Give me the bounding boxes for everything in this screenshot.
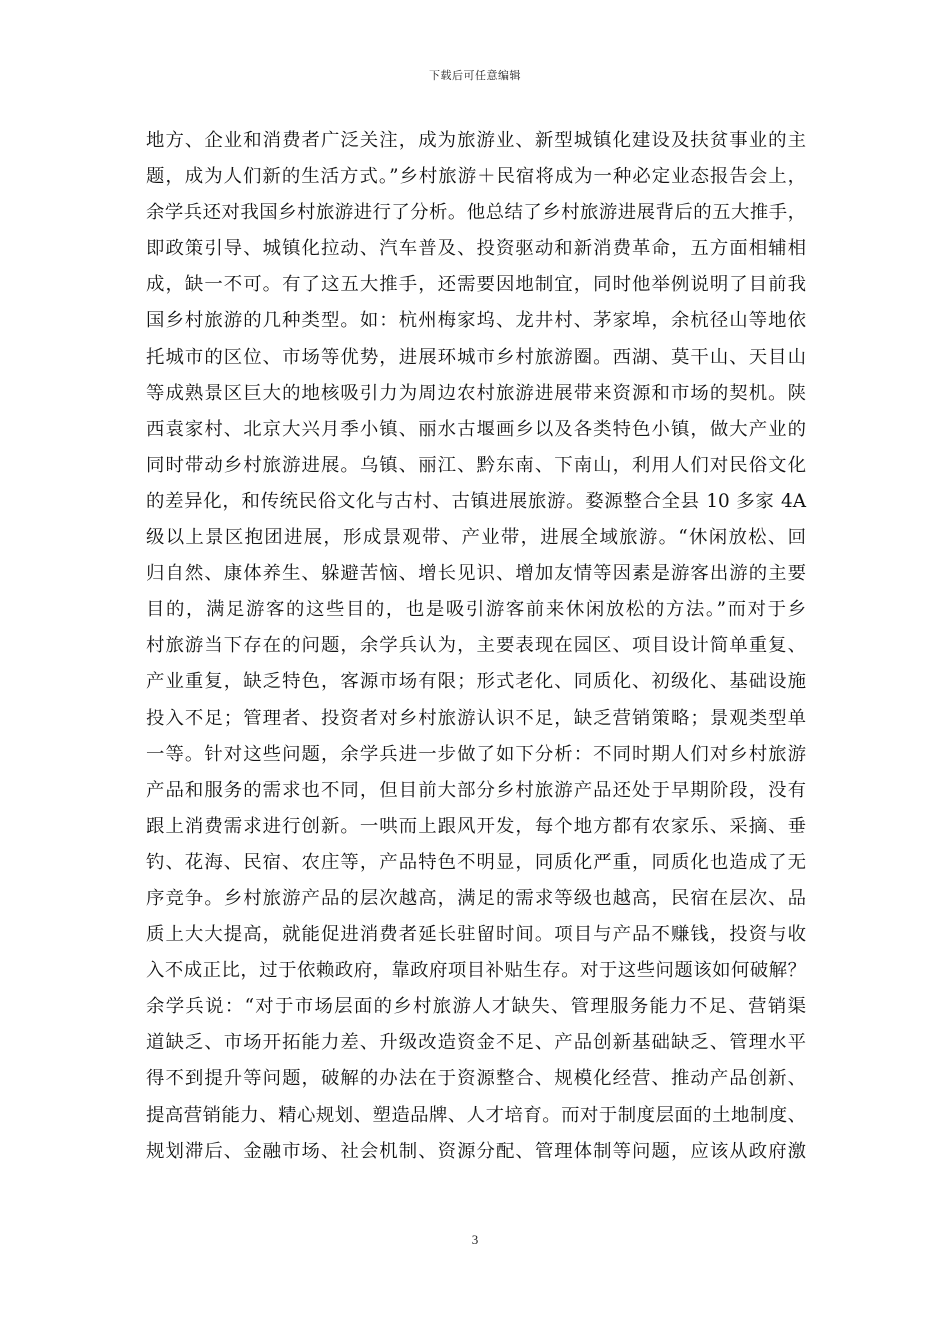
text-line: 投入不足；管理者、投资者对乡村旅游认识不足，缺乏营销策略；景观类型单 <box>146 707 806 729</box>
text-line: 托城市的区位、市场等优势，进展环城市乡村旅游圈。西湖、莫干山、天目山 <box>146 346 806 368</box>
text-line: 国乡村旅游的几种类型。如：杭州梅家坞、龙井村、茅家埠，余杭径山等地依 <box>146 310 806 332</box>
text-line: 西袁家村、北京大兴月季小镇、丽水古堰画乡以及各类特色小镇，做大产业的 <box>146 418 806 440</box>
text-line: 入不成正比，过于依赖政府，靠政府项目补贴生存。对于这些问题该如何破解？ <box>146 960 806 982</box>
text-line: 产品和服务的需求也不同，但目前大部分乡村旅游产品还处于早期阶段，没有 <box>146 779 806 801</box>
text-line: 的差异化，和传统民俗文化与古村、古镇进展旅游。婺源整合全县 10 多家 4A <box>146 490 806 512</box>
text-line: 提高营销能力、精心规划、塑造品牌、人才培育。而对于制度层面的土地制度、 <box>146 1104 806 1126</box>
text-line: 等成熟景区巨大的地核吸引力为周边农村旅游进展带来资源和市场的契机。陕 <box>146 382 806 404</box>
text-line: 题，成为人们新的生活方式。”乡村旅游＋民宿将成为一种必定业态报告会上， <box>146 166 806 188</box>
text-line: 余学兵说：“对于市场层面的乡村旅游人才缺失、管理服务能力不足、营销渠 <box>146 996 806 1018</box>
text-line: 跟上消费需求进行创新。一哄而上跟风开发，每个地方都有农家乐、采摘、垂 <box>146 815 806 837</box>
text-line: 规划滞后、金融市场、社会机制、资源分配、管理体制等问题，应该从政府激 <box>146 1140 806 1162</box>
text-line: 归自然、康体养生、躲避苦恼、增长见识、增加友情等因素是游客出游的主要 <box>146 563 806 585</box>
text-line: 级以上景区抱团进展，形成景观带、产业带，进展全域旅游。“休闲放松、回 <box>146 527 806 549</box>
text-line: 成，缺一不可。有了这五大推手，还需要因地制宜，同时他举例说明了目前我 <box>146 274 806 296</box>
page-header: 下载后可任意编辑 <box>429 69 521 82</box>
text-line: 一等。针对这些问题，余学兵进一步做了如下分析：不同时期人们对乡村旅游 <box>146 743 806 765</box>
text-line: 道缺乏、市场开拓能力差、升级改造资金不足、产品创新基础缺乏、管理水平 <box>146 1032 806 1054</box>
text-line: 即政策引导、城镇化拉动、汽车普及、投资驱动和新消费革命，五方面相辅相 <box>146 238 806 260</box>
text-line: 地方、企业和消费者广泛关注，成为旅游业、新型城镇化建设及扶贫事业的主 <box>146 130 806 151</box>
text-line: 钓、花海、民宿、农庄等，产品特色不明显，同质化严重，同质化也造成了无 <box>146 851 806 873</box>
text-line: 质上大大提高，就能促进消费者延长驻留时间。项目与产品不赚钱，投资与收 <box>146 924 806 946</box>
text-line: 村旅游当下存在的问题，余学兵认为，主要表现在园区、项目设计简单重复、 <box>146 635 806 657</box>
text-line: 余学兵还对我国乡村旅游进行了分析。他总结了乡村旅游进展背后的五大推手， <box>146 202 806 224</box>
text-line: 得不到提升等问题，破解的办法在于资源整合、规模化经营、推动产品创新、 <box>146 1068 806 1090</box>
text-line: 目的，满足游客的这些目的，也是吸引游客前来休闲放松的方法。”而对于乡 <box>146 599 806 621</box>
text-line: 产业重复，缺乏特色，客源市场有限；形式老化、同质化、初级化、基础设施 <box>146 671 806 693</box>
body-text <box>146 123 806 1170</box>
page-number: 3 <box>471 1232 479 1247</box>
text-line: 序竞争。乡村旅游产品的层次越高，满足的需求等级也越高，民宿在层次、品 <box>146 887 806 909</box>
text-line: 同时带动乡村旅游进展。乌镇、丽江、黔东南、下南山，利用人们对民俗文化 <box>146 454 806 476</box>
